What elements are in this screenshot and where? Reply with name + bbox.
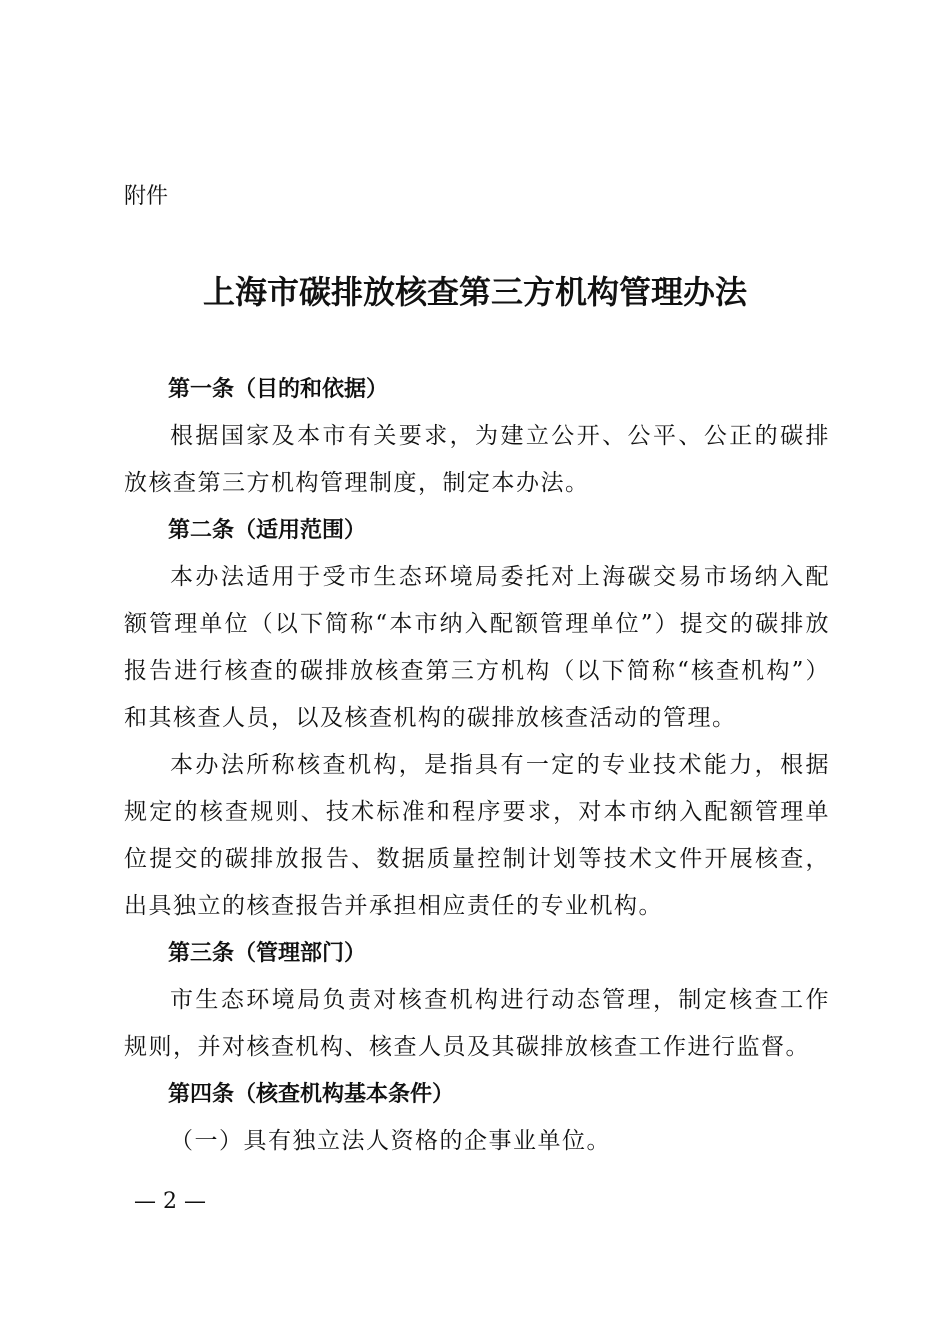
article-paragraph: 市生态环境局负责对核查机构进行动态管理，制定核查工作规则，并对核查机构、核查人员及其碳排放核查工作进行监督。: [124, 987, 830, 1060]
article-1: [124, 366, 830, 507]
attachment-label: 附件: [124, 184, 169, 209]
page-number: — 2 —: [134, 1189, 206, 1214]
article-paragraph: 本办法适用于受市生态环境局委托对上海碳交易市场纳入配额管理单位（以下简称“本市纳入配额管理单位”）提交的碳排放报告进行核查的碳排放核查第三方机构（以下简称“核查机构”）和其核查人员，以及核查机构的碳排放核查活动的管理。: [124, 564, 830, 731]
article-3: [124, 930, 830, 1071]
article-heading: 第一条（目的和依据）: [168, 377, 389, 402]
article-2: [124, 507, 830, 930]
article-heading: 第四条（核查机构基本条件）: [168, 1082, 455, 1107]
document-body: [124, 366, 830, 1165]
article-4: [124, 1071, 830, 1165]
article-heading: 第三条（管理部门）: [168, 941, 367, 966]
document-title: 上海市碳排放核查第三方机构管理办法: [202, 273, 747, 311]
article-paragraph: 本办法所称核查机构，是指具有一定的专业技术能力，根据规定的核查规则、技术标准和程序要求，对本市纳入配额管理单位提交的碳排放报告、数据质量控制计划等技术文件开展核查，出具独立的核查报告并承担相应责任的专业机构。: [124, 752, 830, 919]
article-heading: 第二条（适用范围）: [168, 518, 367, 543]
article-paragraph: （一）具有独立法人资格的企事业单位。: [170, 1128, 611, 1154]
article-paragraph: 根据国家及本市有关要求，为建立公开、公平、公正的碳排放核查第三方机构管理制度，制定本办法。: [124, 423, 830, 496]
